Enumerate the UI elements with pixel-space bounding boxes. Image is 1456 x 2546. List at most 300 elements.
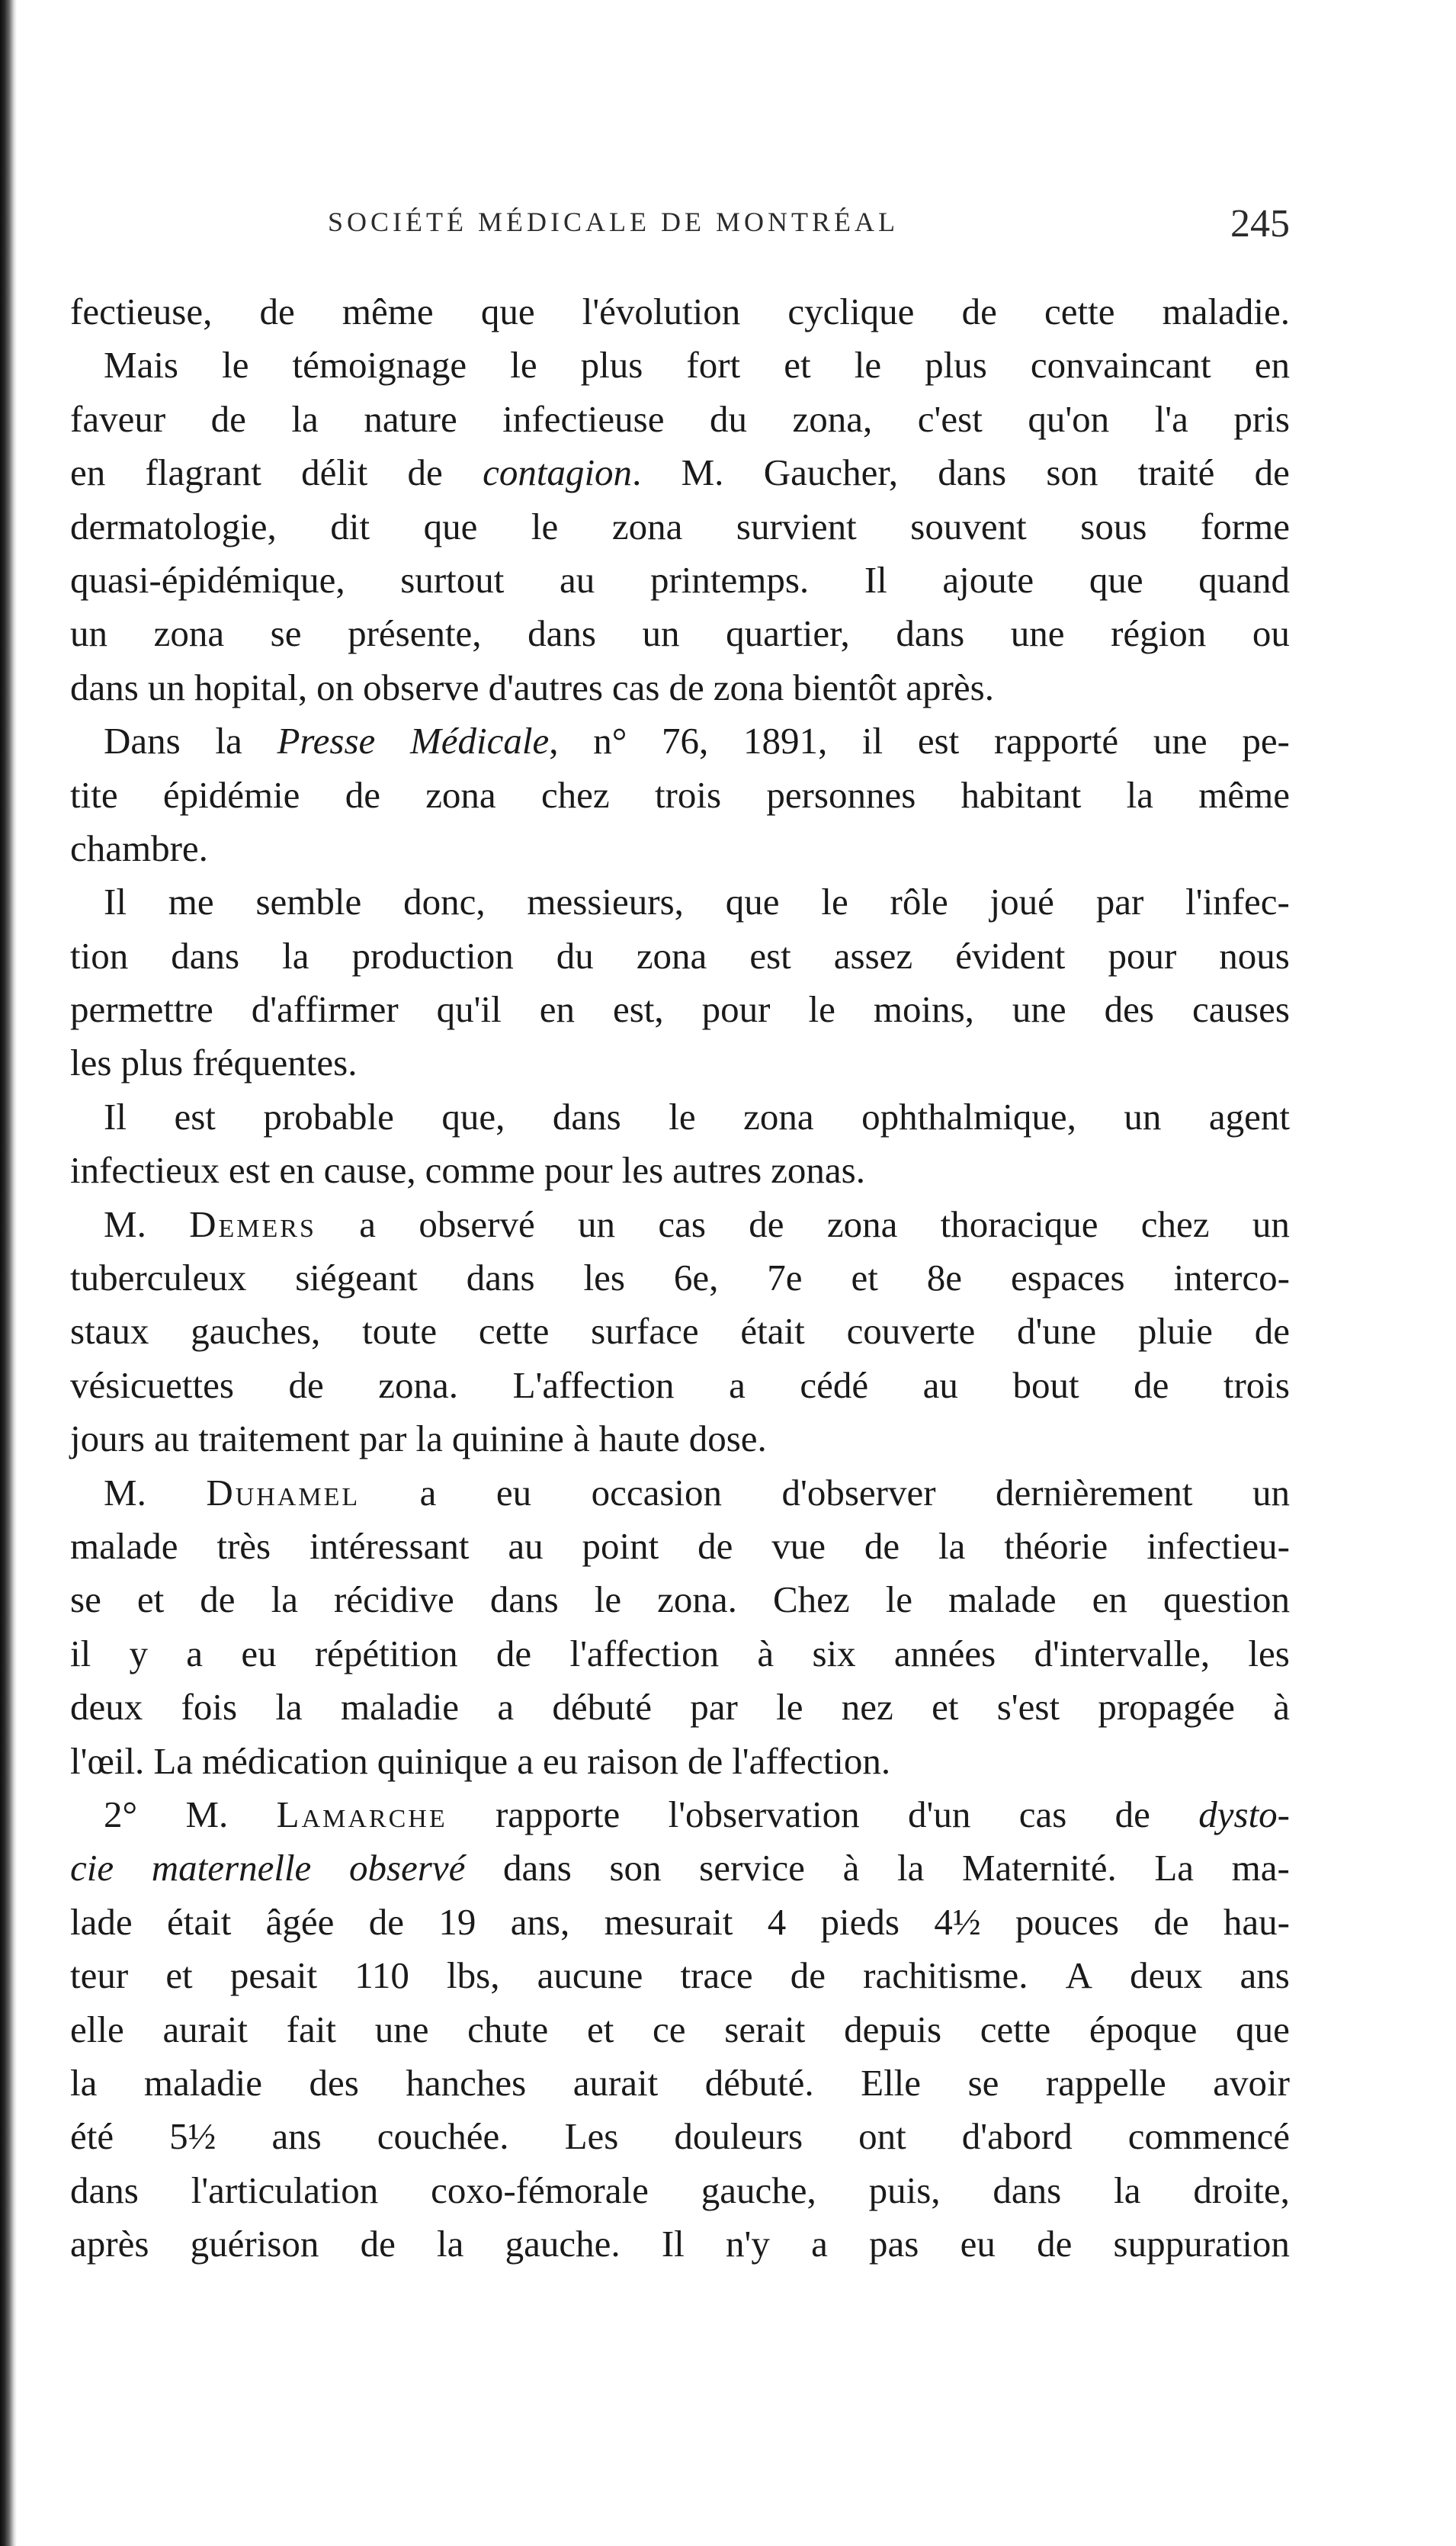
word: la <box>437 2223 464 2265</box>
word: médication <box>202 1739 368 1782</box>
word: pas <box>869 2223 919 2265</box>
word: c'est <box>917 397 983 440</box>
word: espaces <box>1010 1257 1125 1299</box>
word: ma- <box>1231 1847 1290 1889</box>
word: infectieuse <box>502 397 665 440</box>
word: point <box>582 1524 659 1567</box>
word: eu <box>241 1632 277 1674</box>
word: convaincant <box>1030 344 1211 387</box>
word: a <box>497 1686 515 1729</box>
word: vésicuettes <box>70 1363 234 1406</box>
word: le <box>222 344 249 387</box>
word: l'affection <box>569 1632 720 1674</box>
word: causes <box>1192 988 1290 1031</box>
word: à <box>757 1632 775 1674</box>
word: au <box>560 558 595 601</box>
word: deux <box>1130 1954 1203 1997</box>
word: Il <box>104 1095 127 1138</box>
word: un <box>1252 1202 1290 1245</box>
word: âgée <box>265 1900 335 1943</box>
word: assez <box>833 934 913 977</box>
word: même <box>1198 773 1290 816</box>
word: les <box>70 1042 112 1084</box>
word: rappelle <box>1045 2061 1166 2104</box>
word: le <box>854 344 882 387</box>
word: 76, <box>662 720 709 763</box>
word: gauche, <box>701 2169 816 2211</box>
word: chambre. <box>70 827 208 869</box>
word: pouces <box>1015 1900 1119 1943</box>
text-line <box>70 554 1290 607</box>
word: trois <box>1223 1363 1290 1406</box>
word: fort <box>686 344 741 387</box>
text-line <box>70 1090 1290 1144</box>
word: pour <box>701 988 771 1031</box>
text-line <box>70 1841 1290 1895</box>
text-line <box>70 1305 1290 1358</box>
word: question <box>1163 1578 1290 1621</box>
word: dans <box>171 934 240 977</box>
word: dans <box>70 2169 139 2211</box>
word: teur <box>70 1954 129 1997</box>
word: jours <box>70 1417 145 1460</box>
word: zona <box>743 1095 814 1138</box>
word: et <box>586 2008 614 2050</box>
word: la <box>282 934 309 977</box>
text-line <box>70 2110 1290 2163</box>
word: d'abord <box>961 2115 1073 2158</box>
word: nature <box>364 397 457 440</box>
word: la <box>275 1686 303 1729</box>
word: que <box>480 291 535 332</box>
text-line <box>70 1735 1290 1788</box>
word: 19 <box>438 1900 476 1943</box>
word: de <box>1153 1900 1189 1943</box>
text-line <box>70 929 1290 983</box>
word: se <box>70 1578 101 1621</box>
word: nous <box>1219 934 1290 977</box>
word: M. <box>104 1471 146 1514</box>
word: comme <box>425 1149 535 1192</box>
word: du <box>710 397 748 440</box>
word: dans <box>528 612 596 655</box>
word: cette <box>980 2008 1051 2050</box>
word: au <box>508 1524 544 1567</box>
word: dans <box>993 2169 1062 2211</box>
word: lbs, <box>447 1954 500 1997</box>
word: zona <box>636 934 707 977</box>
word: chez <box>1140 1202 1210 1245</box>
word: en <box>1092 1578 1127 1621</box>
word: a <box>419 1471 437 1514</box>
word: 8e <box>926 1257 963 1299</box>
word: rapporte <box>495 1793 621 1835</box>
word: l'affection. <box>732 1739 891 1782</box>
word: de <box>698 1524 733 1567</box>
word: il <box>861 720 884 763</box>
word: siégeant <box>295 1257 418 1299</box>
word: ajoute <box>942 558 1034 601</box>
word: par <box>358 1417 407 1460</box>
word: il <box>70 1632 91 1674</box>
word: Mais <box>104 344 178 387</box>
text-line <box>70 983 1290 1036</box>
word: haute <box>598 1417 680 1460</box>
word: de <box>407 451 443 494</box>
word: s'est <box>996 1686 1060 1729</box>
word: zona. <box>657 1578 737 1621</box>
word: staux <box>70 1310 149 1353</box>
word: 2° <box>104 1793 138 1835</box>
word: la <box>938 1524 966 1567</box>
word: intéressant <box>309 1524 470 1567</box>
word: serait <box>724 2008 806 2050</box>
word: bientôt <box>793 666 897 708</box>
word: Il <box>661 2223 685 2265</box>
word: vue <box>771 1524 826 1567</box>
word: cette <box>1044 291 1115 332</box>
word: l'a <box>1154 397 1188 440</box>
word: n° <box>593 720 627 763</box>
word: se <box>967 2061 999 2104</box>
word: de <box>1037 2223 1073 2265</box>
word: couchée. <box>377 2115 509 2158</box>
word: après. <box>906 666 994 708</box>
text-line <box>70 1788 1290 1841</box>
word: bout <box>1012 1363 1079 1406</box>
word: dans <box>70 666 139 708</box>
word: malade <box>948 1578 1057 1621</box>
word: infectieu- <box>1147 1524 1290 1567</box>
word: zona. <box>378 1363 459 1406</box>
word: L'affection <box>512 1363 675 1406</box>
word: n'y <box>726 2223 770 2265</box>
word: dit <box>330 505 370 547</box>
word: dans <box>896 612 965 655</box>
word: ce <box>653 2008 686 2050</box>
word: l'infec- <box>1185 881 1290 923</box>
word: suppuration <box>1113 2223 1290 2265</box>
word: quartier, <box>726 612 850 655</box>
text-line <box>70 1896 1290 1949</box>
word: occasion <box>591 1471 723 1514</box>
word: joué <box>989 881 1054 923</box>
word: et <box>851 1257 878 1299</box>
text-line <box>70 1198 1290 1251</box>
word: observe <box>363 666 479 708</box>
text-line <box>70 822 1290 875</box>
word: la <box>291 397 319 440</box>
word: aurait <box>162 2008 248 2050</box>
word: de <box>288 1363 324 1406</box>
word: M. <box>104 1202 146 1245</box>
text-line <box>70 446 1290 499</box>
word: six <box>812 1632 856 1674</box>
word: d'autres <box>488 666 603 708</box>
word: ans <box>271 2115 322 2158</box>
word: zona, <box>792 397 873 440</box>
word: cédé <box>800 1363 869 1406</box>
word: le <box>821 881 848 923</box>
word: région <box>1111 612 1207 655</box>
word: évident <box>955 934 1066 977</box>
word: couverte <box>846 1310 976 1353</box>
word: hopital, <box>194 666 308 708</box>
word: quasi-épidémique, <box>70 558 345 601</box>
word: Lamarche <box>276 1793 447 1835</box>
word: de <box>1254 451 1290 494</box>
word: une <box>374 2008 429 2050</box>
word: puis, <box>868 2169 941 2211</box>
word: est <box>174 1095 216 1138</box>
word: ou <box>1252 612 1290 655</box>
word: la <box>215 720 242 763</box>
word: cas <box>658 1202 706 1245</box>
word: plus <box>925 344 987 387</box>
word: zonas. <box>771 1149 865 1192</box>
word: maladie <box>340 1686 460 1729</box>
word: 6e, <box>673 1257 719 1299</box>
word: qu'on <box>1028 397 1110 440</box>
word: 1891, <box>742 720 828 763</box>
word: années <box>893 1632 996 1674</box>
word: dermatologie, <box>70 505 277 547</box>
word: pieds <box>820 1900 900 1943</box>
running-head <box>70 202 1290 252</box>
word: est <box>228 1149 271 1192</box>
word: par <box>1095 881 1144 923</box>
word: infectieux <box>70 1149 220 1192</box>
word: 110 <box>354 1954 409 1997</box>
text-line <box>70 1949 1290 2002</box>
word: la <box>271 1578 298 1621</box>
text-line <box>70 393 1290 446</box>
word: elle <box>70 2008 124 2050</box>
word: a <box>186 1632 204 1674</box>
word: et <box>784 344 811 387</box>
word: de <box>200 1578 236 1621</box>
word: zona <box>713 666 784 708</box>
word: qu'il <box>436 988 502 1031</box>
word: son <box>1046 451 1098 494</box>
word: dans <box>489 1578 559 1621</box>
word: une <box>1010 612 1065 655</box>
word: maladie. <box>1162 291 1290 332</box>
word: l'articulation <box>191 2169 379 2211</box>
word: cause, <box>323 1149 416 1192</box>
word: d'observer <box>781 1471 936 1514</box>
word: un <box>578 1202 616 1245</box>
word: Dans <box>104 720 181 763</box>
text-line <box>70 661 1290 714</box>
word: d'une <box>1017 1310 1097 1353</box>
word: habitant <box>961 773 1082 816</box>
word: d'intervalle, <box>1034 1632 1211 1674</box>
word: à <box>1273 1686 1290 1729</box>
word: épidémie <box>162 773 300 816</box>
word: M. <box>681 451 724 494</box>
word: Maternité. <box>961 1847 1117 1889</box>
text-line <box>70 2056 1290 2110</box>
word: Il <box>864 558 887 601</box>
word: pris <box>1233 397 1290 440</box>
word: zona <box>425 773 496 816</box>
text-line <box>70 714 1290 768</box>
word: survient <box>736 505 857 547</box>
word: messieurs, <box>527 881 684 923</box>
word: Gaucher, <box>763 451 898 494</box>
word: la <box>896 1847 925 1889</box>
word: pour <box>1108 934 1177 977</box>
word: tuberculeux <box>70 1257 247 1299</box>
text-line <box>70 1627 1290 1681</box>
word: son <box>609 1847 662 1889</box>
page-binding-edge <box>0 0 17 2546</box>
word: de <box>360 2223 396 2265</box>
word: en <box>279 1149 315 1192</box>
word: Médicale, <box>409 720 559 763</box>
word: un <box>1124 1095 1162 1138</box>
word: des <box>1104 988 1154 1031</box>
word: le <box>885 1578 913 1621</box>
word: dysto- <box>1198 1793 1290 1835</box>
word: maladie <box>143 2061 262 2104</box>
word: mesurait <box>604 1900 733 1943</box>
word: Elle <box>861 2061 922 2104</box>
word: M. <box>185 1793 229 1835</box>
word: de <box>1114 1793 1150 1835</box>
word: par <box>690 1686 738 1729</box>
word: souvent <box>910 505 1027 547</box>
word: d'affirmer <box>251 988 399 1031</box>
word: quinique <box>377 1739 508 1782</box>
word: ans, <box>510 1900 570 1943</box>
word: à <box>572 1417 590 1460</box>
word: quand <box>1198 558 1290 601</box>
word: dans <box>938 451 1007 494</box>
text-line <box>70 339 1290 392</box>
word: tite <box>70 773 118 816</box>
word: que, <box>441 1095 505 1138</box>
word: raison <box>587 1739 678 1782</box>
page-number: 245 <box>1230 202 1290 246</box>
word: de <box>790 1954 826 1997</box>
text-line <box>70 285 1290 339</box>
word: se <box>270 612 302 655</box>
word: de <box>1134 1363 1169 1406</box>
word: gauches, <box>191 1310 321 1353</box>
word: contagion. <box>483 451 642 494</box>
word: flagrant <box>145 451 261 494</box>
word: thoracique <box>940 1202 1098 1245</box>
word: la <box>1126 773 1153 816</box>
word: ophthalmique, <box>861 1095 1076 1138</box>
word: nez <box>841 1686 893 1729</box>
word: droite, <box>1193 2169 1290 2211</box>
word: a <box>359 1202 376 1245</box>
word: présente, <box>348 612 482 655</box>
word: cas <box>611 666 660 708</box>
word: cie <box>70 1847 114 1889</box>
text-line <box>70 2003 1290 2056</box>
word: le <box>510 344 537 387</box>
word: douleurs <box>674 2115 803 2158</box>
word: trace <box>680 1954 753 1997</box>
word: de <box>345 773 380 816</box>
word: deux <box>70 1686 143 1729</box>
word: printemps. <box>649 558 810 601</box>
word: débuté <box>552 1686 652 1729</box>
word: a <box>729 1363 746 1406</box>
word: faveur <box>70 397 166 440</box>
word: la <box>1114 2169 1141 2211</box>
word: que <box>423 505 478 547</box>
text-line <box>70 607 1290 660</box>
text-line <box>70 1144 1290 1197</box>
word: était <box>740 1310 805 1353</box>
word: d'un <box>908 1793 971 1835</box>
word: répétition <box>314 1632 458 1674</box>
word: plus <box>580 344 643 387</box>
word: 4 <box>767 1900 787 1943</box>
word: eu <box>960 2223 996 2265</box>
word: les <box>1248 1632 1290 1674</box>
word: de <box>368 1900 404 1943</box>
word: semble <box>255 881 362 923</box>
word: chez <box>540 773 610 816</box>
text-line <box>70 1466 1290 1520</box>
word: agent <box>1208 1095 1290 1138</box>
word: eu <box>542 1739 579 1782</box>
word: gauche. <box>505 2223 621 2265</box>
word: La <box>1154 1847 1195 1889</box>
word: l'évolution <box>582 291 741 332</box>
word: zona <box>611 505 683 547</box>
word: Presse <box>277 720 376 763</box>
word: un <box>70 612 107 655</box>
text-line <box>70 1412 1290 1466</box>
word: cette <box>478 1310 550 1353</box>
word: au <box>154 1417 190 1460</box>
word: la <box>70 2061 98 2104</box>
word: cyclique <box>787 291 915 332</box>
text-line <box>70 500 1290 554</box>
word: Il <box>104 881 127 923</box>
book-page <box>70 202 1290 2271</box>
word: pluie <box>1137 1310 1213 1353</box>
word: est <box>749 934 791 977</box>
word: le <box>531 505 559 547</box>
word: plus <box>120 1042 184 1084</box>
word: y <box>129 1632 149 1674</box>
word: de <box>669 666 704 708</box>
body-text <box>70 285 1290 2271</box>
word: quinine <box>451 1417 564 1460</box>
word: trois <box>654 773 722 816</box>
word: hanches <box>406 2061 527 2104</box>
word: pe- <box>1242 720 1290 763</box>
word: on <box>316 666 354 708</box>
word: traité <box>1137 451 1215 494</box>
word: un <box>1252 1471 1290 1514</box>
word: été <box>70 2115 114 2158</box>
word: le <box>808 988 835 1031</box>
word: en <box>539 988 575 1031</box>
word: le <box>776 1686 803 1729</box>
word: donc, <box>403 881 486 923</box>
word: l'œil. <box>70 1739 145 1782</box>
word: témoignage <box>292 344 467 387</box>
